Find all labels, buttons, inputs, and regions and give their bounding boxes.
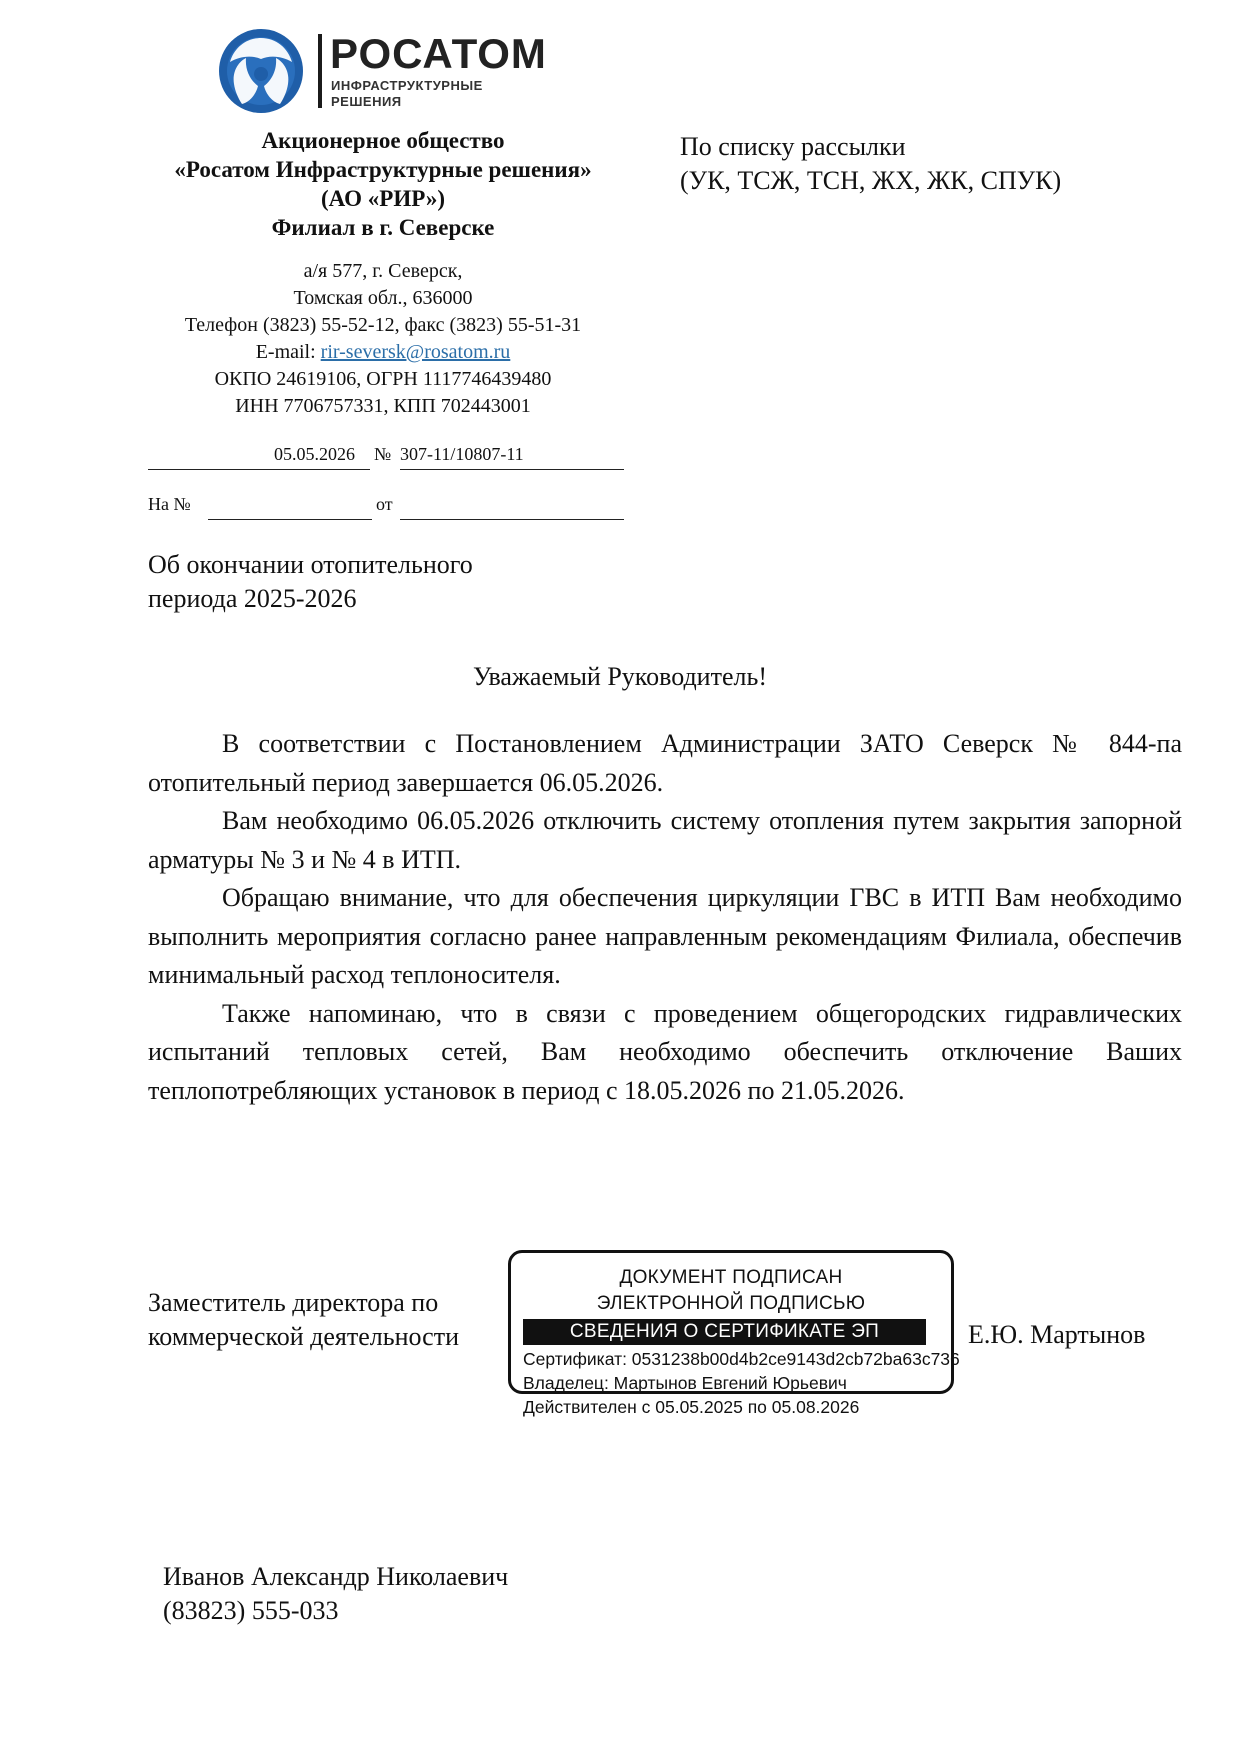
sender-address	[148, 258, 618, 420]
reference-line	[148, 494, 624, 520]
addr-line1: а/я 577, г. Северск,	[303, 260, 463, 282]
stamp-title-line2: ЭЛЕКТРОННОЙ ПОДПИСЬЮ	[596, 1293, 866, 1314]
reference-date-label: от	[376, 494, 393, 514]
stamp-certificate: Сертификат: 0531238b00d4b2ce9143d2cb72ba63c736	[523, 1349, 960, 1369]
org-line4: Филиал в г. Северске	[271, 215, 495, 240]
logo-subtitle-line1: ИНФРАСТРУКТУРНЫЕ	[331, 78, 483, 93]
body-paragraph-2: Вам необходимо 06.05.2026 отключить систему отопления путем закрытия запорной арматуры № 3 и № 4 в ИТП.	[148, 806, 1182, 874]
addressee	[680, 130, 1200, 198]
rosatom-logo	[218, 28, 558, 112]
executor-phone: (83823) 555-033	[163, 1596, 339, 1625]
org-line3: (АО «РИР»)	[321, 186, 445, 211]
rosatom-atom-icon	[218, 28, 304, 114]
executor-name: Иванов Александр Николаевич	[163, 1562, 509, 1591]
addr-line2: Томская обл., 636000	[293, 287, 473, 309]
stamp-validity: Действителен с 05.05.2025 по 05.08.2026	[523, 1397, 860, 1417]
phone-line: Телефон (3823) 55-52-12, факс (3823) 55-51-31	[184, 314, 582, 336]
email-link[interactable]: rir-seversk@rosatom.ru	[320, 341, 511, 363]
addressee-line1: По списку рассылки	[680, 132, 906, 161]
electronic-signature-stamp	[508, 1250, 960, 1417]
okpo-line: ОКПО 24619106, ОГРН 1117746439480	[214, 368, 552, 390]
number-underline	[400, 469, 624, 470]
signer-position-line1: Заместитель директора по	[148, 1288, 439, 1317]
logo-name: РОСАТОМ	[330, 30, 547, 77]
outgoing-number-line	[148, 444, 624, 470]
reference-date-underline	[400, 519, 624, 520]
subject-line1: Об окончании отопительного	[148, 550, 473, 579]
logo-subtitle-line2: РЕШЕНИЯ	[331, 94, 402, 109]
stamp-owner: Владелец: Мартынов Евгений Юрьевич	[523, 1373, 847, 1393]
org-line1: Акционерное общество	[261, 128, 505, 153]
body-paragraph-1: В соответствии с Постановлением Администрации ЗАТО Северск № 844-па отопительный период завершается 06.05.2026.	[148, 729, 1182, 797]
letter-subject	[148, 548, 668, 616]
number-sign: №	[374, 444, 392, 464]
inn-line: ИНН 7706757331, КПП 702443001	[235, 395, 531, 417]
addressee-line2: (УК, ТСЖ, ТСН, ЖХ, ЖК, СПУК)	[680, 166, 1062, 195]
reference-number-underline	[208, 519, 372, 520]
salutation: Уважаемый Руководитель!	[473, 662, 767, 691]
body-paragraph-4: Также напоминаю, что в связи с проведением общегородских гидравлических испытаний тепловых сетей, Вам необходимо обеспечить отключение Ваших теплопотребляющих установок в период с 18.05.2026 по 21.05.2026.	[148, 998, 1182, 1105]
subject-line2: периода 2025-2026	[148, 584, 357, 613]
signer-name: Е.Ю. Мартынов	[968, 1320, 1146, 1349]
org-line2: «Росатом Инфраструктурные решения»	[174, 157, 592, 182]
outgoing-number: 307-11/10807-11	[400, 444, 524, 464]
date-underline	[148, 469, 370, 470]
email-line	[148, 339, 618, 366]
executor	[163, 1560, 508, 1628]
signer-position	[148, 1286, 518, 1354]
reference-number-label: На №	[148, 494, 191, 514]
email-label: E-mail:	[255, 341, 321, 363]
signer-position-line2: коммерческой деятельности	[148, 1322, 459, 1351]
logo-divider	[318, 34, 322, 108]
stamp-title-line1: ДОКУМЕНТ ПОДПИСАН	[619, 1267, 843, 1288]
stamp-certificate-band: СВЕДЕНИЯ О СЕРТИФИКАТЕ ЭП	[523, 1319, 926, 1345]
letter-body	[148, 725, 1182, 1110]
body-paragraph-3: Обращаю внимание, что для обеспечения циркуляции ГВС в ИТП Вам необходимо выполнить мероприятия согласно ранее направленным рекомендациям Филиала, обеспечив минимальный расход теплоносителя.	[148, 883, 1182, 989]
outgoing-date: 05.05.2026	[274, 444, 355, 464]
sender-organization	[148, 126, 618, 242]
